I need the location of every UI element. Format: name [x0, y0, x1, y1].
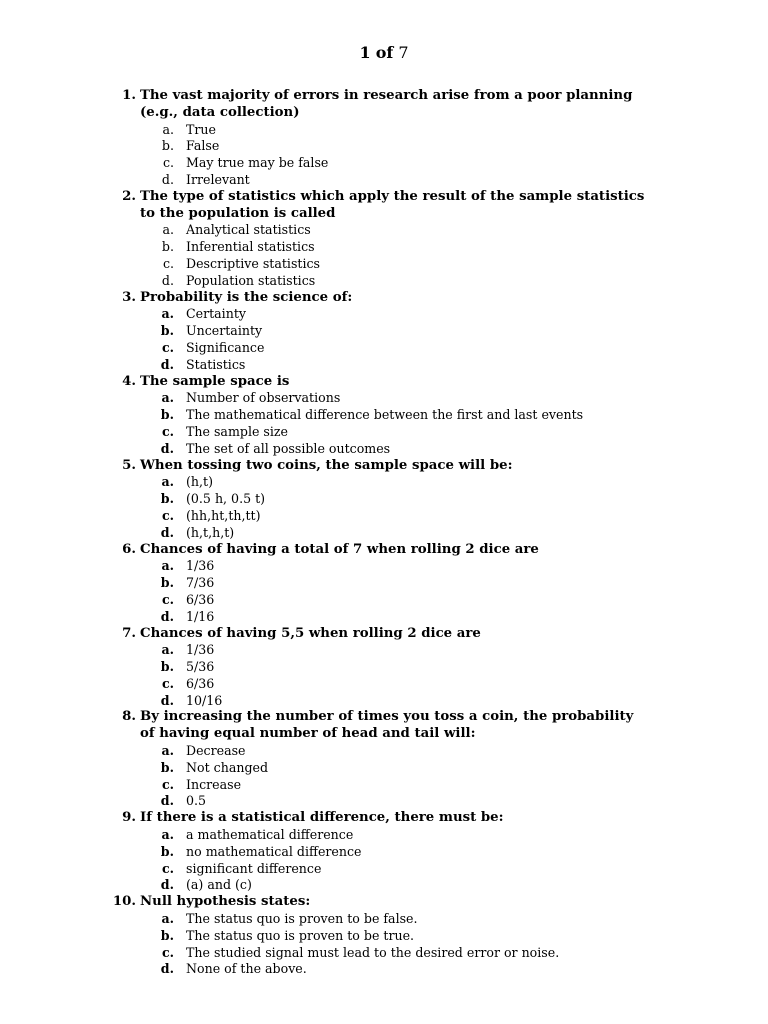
option-text: None of the above. [186, 961, 307, 977]
option-text: 7/36 [186, 575, 215, 591]
option-letter: d. [160, 692, 174, 708]
question-number: 5. [122, 457, 136, 473]
option-text: no mathematical difference [186, 843, 362, 859]
question-item [0, 626, 768, 710]
option-letter: d. [160, 524, 174, 540]
question-number: 7. [122, 625, 136, 641]
option-text: The status quo is proven to be true. [186, 927, 415, 943]
answer-option [0, 743, 768, 760]
option-text: False [186, 138, 220, 154]
option-letter: d. [160, 793, 174, 809]
question-item [0, 88, 768, 189]
answer-option [0, 508, 768, 525]
answer-option [0, 659, 768, 676]
question-text: The vast majority of errors in research arise from a poor planning (e.g., data collection) [140, 88, 633, 120]
answer-option [0, 760, 768, 777]
option-letter: a. [161, 911, 174, 927]
question-text: Chances of having 5,5 when rolling 2 dice are [140, 625, 481, 641]
option-letter: c. [161, 860, 174, 876]
option-text: 1/36 [186, 642, 215, 658]
question-item [0, 810, 768, 894]
answer-option [0, 491, 768, 508]
option-text: (h,t) [186, 474, 214, 490]
option-letter: c. [161, 339, 174, 355]
option-text: 1/16 [186, 608, 215, 624]
option-letter: a. [162, 121, 174, 137]
option-letter: c. [161, 591, 174, 607]
option-letter: a. [162, 222, 174, 238]
option-letter: d. [160, 877, 174, 893]
answer-option [0, 945, 768, 962]
question-item [0, 542, 768, 626]
option-text: (h,t,h,t) [186, 524, 235, 540]
answer-option [0, 676, 768, 693]
option-letter: b. [160, 759, 174, 775]
option-text: 0.5 [186, 793, 207, 809]
answer-option [0, 441, 768, 458]
answer-option [0, 575, 768, 592]
option-letter: b. [160, 323, 174, 339]
answer-option [0, 558, 768, 575]
page-header [0, 43, 768, 63]
option-letter: a. [161, 827, 174, 843]
option-text: significant difference [186, 860, 322, 876]
question-number: 10. [112, 894, 136, 910]
question-text: The sample space is [140, 373, 290, 389]
answer-option [0, 172, 768, 189]
answer-option [0, 642, 768, 659]
option-text: Irrelevant [186, 171, 250, 187]
option-letter: a. [161, 642, 174, 658]
option-text: 6/36 [186, 675, 215, 691]
option-text: Inferential statistics [186, 239, 315, 255]
answer-option [0, 122, 768, 139]
option-letter: d. [160, 440, 174, 456]
answer-option [0, 961, 768, 978]
question-text: The type of statistics which apply the result of the sample statistics to the population is called [140, 188, 645, 221]
option-text: (hh,ht,th,tt) [186, 507, 261, 523]
option-letter: c. [161, 776, 174, 792]
answer-option [0, 592, 768, 609]
option-letter: c. [162, 255, 174, 271]
answer-option [0, 407, 768, 424]
option-letter: b. [160, 407, 174, 423]
option-text: Number of observations [186, 390, 341, 406]
option-letter: d. [160, 608, 174, 624]
answer-option [0, 877, 768, 894]
option-letter: c. [161, 507, 174, 523]
option-text: 1/36 [186, 558, 215, 574]
answer-option [0, 155, 768, 172]
option-letter: d. [160, 356, 174, 372]
question-item [0, 374, 768, 458]
option-text: 5/36 [186, 659, 215, 675]
option-text: Not changed [186, 759, 269, 775]
answer-option [0, 390, 768, 407]
option-text: The set of all possible outcomes [186, 440, 391, 456]
answer-option [0, 138, 768, 155]
option-text: Significance [186, 339, 265, 355]
question-text: When tossing two coins, the sample space will be: [140, 457, 513, 473]
question-number: 9. [122, 810, 136, 826]
question-text: Null hypothesis states: [140, 894, 311, 910]
option-text: (a) and (c) [186, 877, 252, 893]
answer-option [0, 340, 768, 357]
option-text: Analytical statistics [186, 222, 311, 238]
question-number: 3. [122, 289, 136, 305]
option-text: Descriptive statistics [186, 255, 321, 271]
answer-option [0, 256, 768, 273]
answer-option [0, 928, 768, 945]
option-text: The studied signal must lead to the desired error or noise. [186, 944, 560, 960]
question-number: 6. [122, 541, 136, 557]
answer-option [0, 844, 768, 861]
answer-option [0, 911, 768, 928]
answer-option [0, 827, 768, 844]
answer-option [0, 861, 768, 878]
option-letter: d. [161, 272, 174, 288]
page-total: 7 [398, 43, 409, 62]
option-text: 6/36 [186, 591, 215, 607]
option-text: May true may be false [186, 155, 329, 171]
option-letter: b. [161, 138, 174, 154]
answer-option [0, 693, 768, 710]
question-list [0, 88, 768, 978]
option-letter: c. [161, 423, 174, 439]
option-text: Uncertainty [186, 323, 263, 339]
option-letter: a. [161, 390, 174, 406]
question-item [0, 290, 768, 374]
option-text: Decrease [186, 743, 246, 759]
answer-option [0, 525, 768, 542]
question-item [0, 894, 768, 978]
option-text: 10/16 [186, 692, 223, 708]
question-item [0, 189, 768, 290]
option-text: (0.5 h, 0.5 t) [186, 491, 266, 507]
answer-option [0, 609, 768, 626]
option-text: Increase [186, 776, 242, 792]
question-number: 4. [122, 373, 136, 389]
option-letter: d. [161, 171, 174, 187]
answer-option [0, 323, 768, 340]
option-letter: a. [161, 558, 174, 574]
option-text: a mathematical difference [186, 827, 354, 843]
answer-option [0, 793, 768, 810]
question-number: 8. [122, 709, 136, 725]
option-letter: c. [162, 155, 174, 171]
answer-option [0, 222, 768, 239]
option-letter: c. [161, 675, 174, 691]
page-current: 1 [359, 43, 371, 62]
option-text: The mathematical difference between the first and last events [186, 407, 584, 423]
question-text: By increasing the number of times you toss a coin, the probability of having equal number of head and tail will: [140, 709, 634, 742]
question-text: Chances of having a total of 7 when rolling 2 dice are [140, 541, 539, 557]
option-letter: b. [160, 575, 174, 591]
option-letter: b. [161, 239, 174, 255]
question-text: If there is a statistical difference, there must be: [140, 810, 504, 826]
option-letter: b. [160, 659, 174, 675]
answer-option [0, 357, 768, 374]
option-text: True [186, 121, 216, 137]
answer-option [0, 273, 768, 290]
question-text: Probability is the science of: [140, 289, 353, 305]
option-letter: c. [161, 944, 174, 960]
question-number: 1. [122, 88, 136, 103]
question-item [0, 709, 768, 810]
answer-option [0, 777, 768, 794]
option-letter: d. [160, 961, 174, 977]
answer-option [0, 474, 768, 491]
answer-option [0, 424, 768, 441]
option-letter: b. [160, 843, 174, 859]
page-of-word: of [375, 43, 394, 62]
option-text: Certainty [186, 306, 246, 322]
option-letter: b. [160, 927, 174, 943]
option-text: The sample size [186, 423, 289, 439]
option-letter: b. [160, 491, 174, 507]
option-text: Population statistics [186, 272, 316, 288]
option-letter: a. [161, 306, 174, 322]
option-letter: a. [161, 743, 174, 759]
question-item [0, 458, 768, 542]
answer-option [0, 306, 768, 323]
option-text: Statistics [186, 356, 246, 372]
answer-option [0, 239, 768, 256]
question-number: 2. [122, 188, 136, 204]
option-text: The status quo is proven to be false. [186, 911, 418, 927]
option-letter: a. [161, 474, 174, 490]
